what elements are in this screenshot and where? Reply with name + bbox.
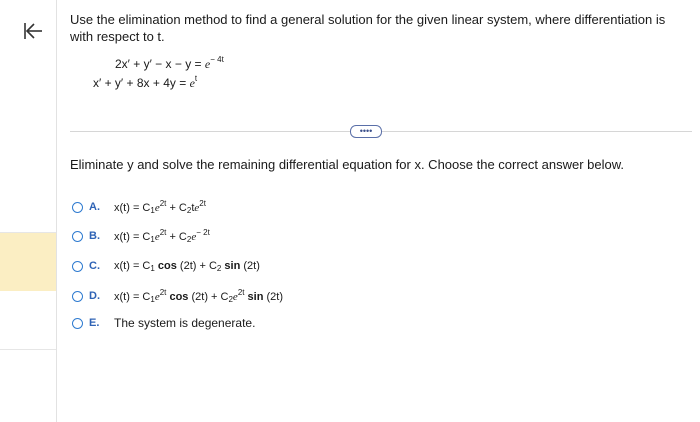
ans-sub: 2 [186, 206, 192, 215]
ans-text: (2t) [240, 259, 260, 272]
ans-func: cos [157, 259, 177, 272]
ans-sub: 2 [228, 295, 233, 304]
ans-base: e [194, 202, 200, 214]
answer-option-d[interactable] [72, 286, 283, 306]
eq1-exponent: − 4t [210, 55, 224, 64]
ans-base: e [154, 231, 160, 243]
option-letter: D. [89, 290, 100, 302]
back-button[interactable] [20, 18, 46, 44]
ans-text: (2t) [263, 291, 284, 303]
ans-sub: 2 [216, 263, 222, 273]
radio-button-a[interactable] [72, 202, 83, 213]
expand-more-button[interactable] [350, 125, 382, 138]
question-text: Use the elimination method to find a general solution for the given linear system, where differentiation is with respect to t. [70, 12, 666, 44]
option-d-expression [114, 288, 283, 304]
answer-option-a[interactable] [72, 197, 206, 217]
option-a-expression [114, 199, 206, 215]
option-c-expression [114, 260, 260, 273]
ans-exp: 2t [159, 288, 167, 297]
eq2-base: e [189, 76, 195, 90]
ans-sub: 1 [150, 295, 155, 304]
system-equation-2 [93, 74, 197, 91]
radio-button-e[interactable] [72, 318, 83, 329]
ans-text: + C [166, 231, 187, 243]
collapse-left-icon [23, 22, 43, 40]
left-rail [0, 0, 57, 422]
ans-func: cos [169, 291, 189, 303]
ans-sub: 1 [150, 263, 155, 273]
radio-button-b[interactable] [72, 231, 83, 242]
ans-text: x(t) = C [114, 291, 151, 303]
ans-text: (2t) + C [176, 259, 217, 272]
ans-exp: 2t [199, 199, 206, 208]
current-question-marker [0, 233, 56, 291]
option-e-text: The system is degenerate. [114, 316, 256, 330]
ans-base: e [154, 202, 160, 214]
option-b-expression [114, 228, 210, 244]
ans-exp: 2t [159, 199, 167, 208]
ans-text: t [191, 202, 195, 214]
ans-base: e [154, 291, 160, 303]
option-letter: A. [89, 201, 100, 213]
ans-exp: − 2t [196, 228, 210, 237]
option-letter: E. [89, 317, 100, 329]
ans-exp: 2t [237, 288, 245, 297]
ans-sub: 1 [150, 235, 155, 244]
ans-text: x(t) = C [114, 202, 151, 214]
more-dots-icon: •••• [359, 126, 373, 136]
ans-sub: 1 [150, 206, 155, 215]
system-equation-1 [115, 55, 224, 72]
ans-text: (2t) + C [188, 291, 229, 303]
ans-text: x(t) = C [114, 259, 151, 272]
eq1-base: e [204, 57, 211, 71]
eq2-exponent: t [194, 74, 198, 83]
ans-sub: 2 [186, 235, 192, 244]
option-letter: B. [89, 230, 100, 242]
ans-exp: 2t [159, 228, 167, 237]
ans-text: + C [166, 202, 187, 214]
ans-base: e [232, 291, 238, 303]
ans-text: x(t) = C [114, 231, 151, 243]
answer-option-c[interactable] [72, 256, 260, 276]
radio-button-c[interactable] [72, 261, 83, 272]
answer-option-b[interactable] [72, 226, 210, 246]
ans-func: sin [224, 259, 241, 272]
option-letter: C. [89, 260, 100, 272]
ans-func: sin [247, 291, 264, 303]
eq1-lhs: 2x′ + y′ − x − y = [115, 57, 202, 71]
answer-option-e[interactable] [72, 313, 255, 333]
radio-button-d[interactable] [72, 291, 83, 302]
instruction-text: Eliminate y and solve the remaining differential equation for x. Choose the correct answer below. [70, 157, 625, 172]
ans-base: e [191, 231, 197, 243]
eq2-lhs: x′ + y′ + 8x + 4y = [93, 76, 187, 90]
rail-divider [0, 349, 56, 350]
